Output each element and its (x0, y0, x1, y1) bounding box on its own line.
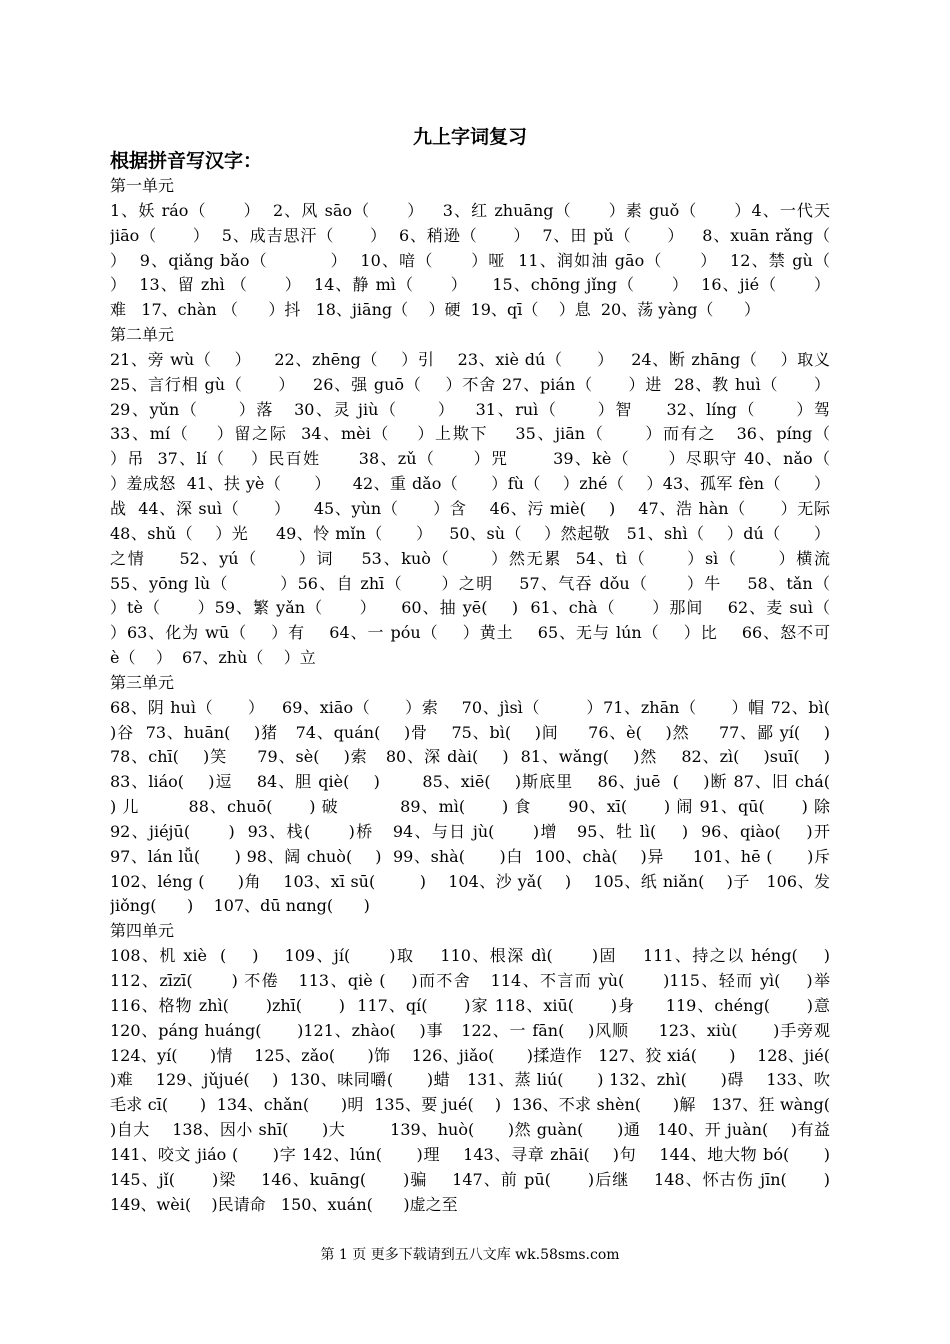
text-line: ） 13、留 zhì （ ） 14、静 mì（ ） 15、chōng jǐng（ ） 16、jié（ ） (110, 275, 830, 295)
text-line: è（ ） 67、zhù（ ）立 (110, 648, 316, 668)
text-line: 战 44、深 suì（ ） 45、yùn（ ）含 46、污 miè( ) 47、浩 hàn（ ）无际 (110, 498, 830, 518)
text-line: 第二单元 (110, 325, 175, 345)
text-line: 149、wèi( )民请命 150、xuán( )虚之至 (110, 1194, 458, 1214)
text-line: 第四单元 (110, 921, 175, 941)
page-title: 九上字词复习 (412, 126, 527, 148)
text-line: 33、mí（ ）留之际 34、mèi（ ）上欺下 35、jiān（ ）而有之 36、píng（ (110, 424, 830, 444)
text-line: 120、páng huáng( )121、zhào( )事 122、一 fān( )风顺 123、xiù( )手旁观 (110, 1020, 830, 1040)
text-line: 112、zīzī( ) 不倦 113、qiè ( )而不舍 114、不言而 yù( )115、轻而 yì( )举 (110, 971, 830, 990)
text-line: 124、yí( )情 125、zǎo( )饰 126、jiǎo( )揉造作 127、狡 xiá( ) 128、jié( (110, 1045, 830, 1065)
section-heading: 根据拼音写汉字： (110, 150, 263, 172)
text-line: 116、格物 zhì( )zhī( ) 117、qí( )家 118、xiū( )身 119、chéng( )意 (110, 995, 830, 1015)
exercise-body (110, 174, 830, 1217)
text-line: 68、阴 huì（ ） 69、xiāo（ ）索 70、jìsì（ ）71、zhān（ ）帽 72、bì( (110, 697, 830, 717)
text-line: 97、lán lǚ( ) 98、阔 chuò( ) 99、shà( )白 100、chà( )异 101、hē ( )斥 (110, 846, 830, 866)
text-line: jiāo（ ） 5、成吉思汗（ ） 6、稍逊（ ） 7、田 pǔ（ ） 8、xuān rǎng（ (110, 225, 830, 245)
text-line: 29、yǔn（ ）落 30、灵 jiù（ ） 31、ruì（ ）智 32、líng（ ）驾 (110, 399, 830, 419)
text-line: 25、言行相 gù（ ） 26、强 guō（ ）不舍 27、pián（ ）进 28、教 huì（ ） (110, 374, 830, 394)
text-line: 48、shǔ（ ）光 49、怜 mǐn（ ） 50、sù（ ）然起敬 51、shì（ ）dú（ ） (110, 523, 830, 543)
text-line: 之情 52、yú（ ）词 53、kuò（ ）然无累 54、tì（ ）sì（ ）横流 (110, 548, 830, 568)
text-line: 21、旁 wù（ ） 22、zhēng（ ）引 23、xiè dú（ ） 24、断 zhāng（ ）取义 (110, 349, 830, 369)
text-line: 145、jǐ( )梁 146、kuāng( )骗 147、前 pū( )后继 148、怀古伤 jīn( ) (110, 1169, 830, 1189)
text-line: ) 儿 88、chuō( ) 破 89、mì( ) 食 90、xī( ) 闹 91、qū( ) 除 (110, 797, 830, 817)
text-line: ）63、化为 wū（ ）有 64、一 póu（ ）黄土 65、无与 lún（ ）比 66、怒不可 (110, 623, 830, 643)
text-line: 83、liáo( )逗 84、胆 qiè( ) 85、xiē( )斯底里 86、juē ( )断 87、旧 chá( (110, 772, 830, 792)
text-line: ）吊 37、lí（ ）民百姓 38、zǔ（ ）咒 39、kè（ ）尽职守 40、nǎo（ (110, 449, 830, 469)
text-line: 毛求 cī( ) 134、chǎn( )明 135、要 jué( ) 136、不求 shèn( )解 137、狂 wàng( (110, 1095, 830, 1115)
text-line: 1、妖 ráo（ ） 2、风 sāo（ ） 3、红 zhuāng（ ）素 guǒ（ ）4、一代天 (110, 200, 830, 220)
text-line: 难 17、chàn （ ）抖 18、jiāng（ ）硬 19、qī（ ）息 20、荡 yàng（ ） (110, 300, 760, 320)
text-line: ）羞成怒 41、扶 yè（ ） 42、重 dǎo（ ）fù（ ）zhé（ ）43、孤军 fèn（ ） (110, 474, 830, 494)
text-line: )难 129、jǔjué( ) 130、味同嚼( )蜡 131、蒸 liú( ) 132、zhì( )碍 133、吹 (110, 1070, 830, 1090)
text-line: )谷 73、huān( )猪 74、quán( )骨 75、bì( )间 76、è( )然 77、鄙 yí( ) (110, 722, 830, 742)
text-line: 92、jiéjū( ) 93、栈( )桥 94、与日 jù( )增 95、牡 lì( ) 96、qiào( )开 (110, 821, 830, 841)
text-line: jiǒng( ) 107、dū nɑng( ) (110, 896, 370, 916)
text-line: )自大 138、因小 shī( )大 139、huò( )然 guàn( )通 140、开 juàn( )有益 (110, 1120, 830, 1140)
text-line: 141、咬文 jiáo ( )字 142、lún( )理 143、寻章 zhāi( )句 144、地大物 bó( ) (110, 1144, 830, 1164)
page-footer: 第 1 页 更多下载请到五八文库 wk.58sms.com (320, 1247, 620, 1263)
text-line: 第一单元 (110, 176, 175, 195)
text-line: 78、chī( )笑 79、sè( )索 80、深 dài( ) 81、wǎng( )然 82、zì( )suī( ) (110, 747, 830, 767)
text-line: 108、机 xiè ( ) 109、jí( )取 110、根深 dì( )固 111、持之以 héng( ) (110, 946, 830, 966)
text-line: 55、yōng lù（ ）56、自 zhī（ ）之明 57、气吞 dǒu（ ）牛 58、tǎn（ (110, 573, 830, 593)
text-line: ） 9、qiǎng bǎo（ ） 10、喑（ ）哑 11、润如油 gāo（ ） 12、禁 gù（ (110, 250, 830, 270)
text-line: ）tè（ ）59、繁 yǎn（ ） 60、抽 yē( ) 61、chà（ ）那间 62、麦 suì（ (110, 598, 830, 618)
text-line: 102、léng ( )角 103、xī sū( ) 104、沙 yǎ( ) 105、纸 niǎn( )子 106、发 (110, 871, 830, 891)
text-line: 第三单元 (110, 672, 175, 692)
